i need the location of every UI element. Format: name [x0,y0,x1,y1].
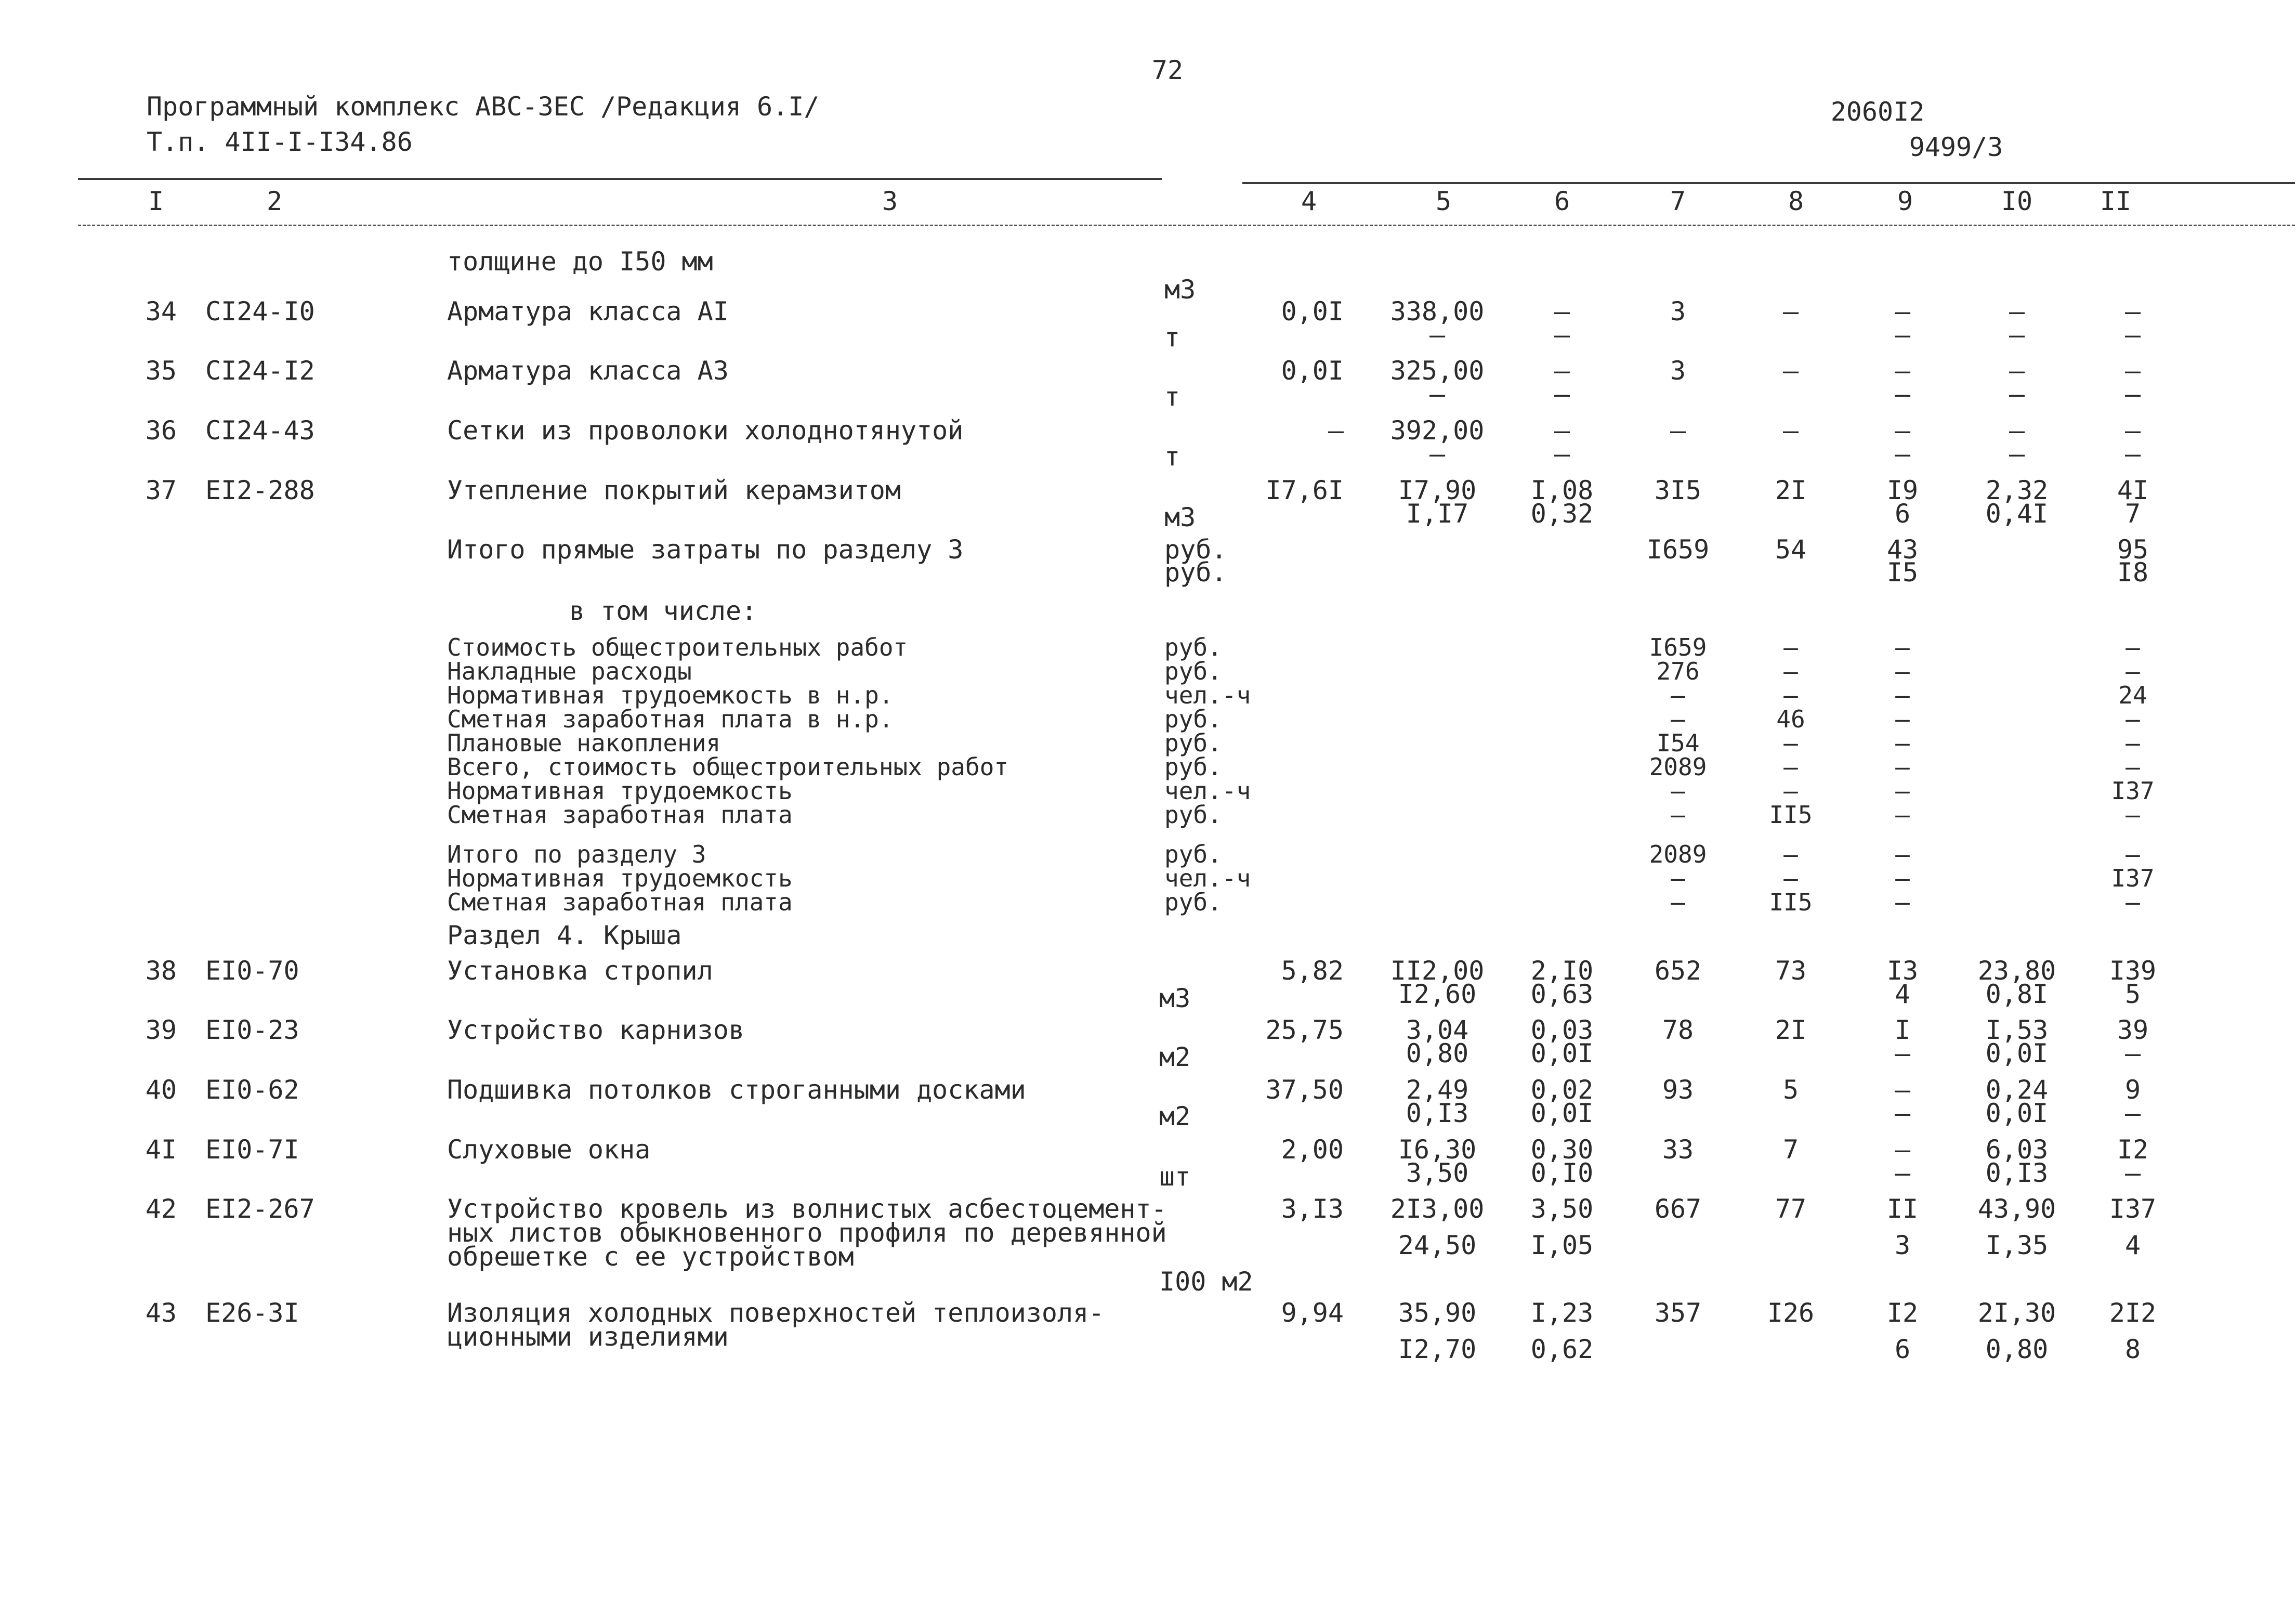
cell-c11: I37 [2111,777,2155,805]
row-description: Изоляция холодных поверхностей теплоизоля- [447,1298,1105,1328]
row-number: 4I [145,1135,177,1165]
row-description: Слуховые окна [447,1135,651,1165]
column-header-6: 6 [1554,186,1570,216]
cell-c8: – [1783,777,1798,805]
row-description: толщине до I50 мм [447,246,713,277]
cell-c11-lower: – [2124,379,2141,409]
cell-c6-lower: 0,62 [1530,1334,1594,1364]
row-unit: шт [1159,1162,1191,1192]
cell-c6-lower: – [1554,320,1570,350]
cell-c10-upper: 2I,30 [1977,1298,2056,1328]
cell-c9: – [1895,888,1910,916]
summary-label: Сметная заработная плата [447,888,793,916]
cell-c5-upper: 2I3,00 [1390,1194,1485,1224]
cell-c11-lower: 4 [2124,1230,2141,1260]
column-header-2: 2 [266,186,283,216]
row-description: Утепление покрытий керамзитом [447,475,901,505]
column-header-3: 3 [882,186,898,216]
row-number: 34 [145,296,177,327]
cell-c5-lower: 0,I3 [1406,1098,1469,1128]
cell-c8: – [1782,415,1799,446]
sheet-code: 9499/3 [1909,132,2003,162]
cell-c7: 2089 [1649,840,1707,868]
cell-c5-upper: 35,90 [1398,1298,1477,1328]
summary-unit: руб. [1164,729,1222,757]
summary-unit: руб. [1164,657,1222,685]
cell-c10-lower: – [2009,320,2025,350]
cell-c11-upper: I37 [2109,1194,2157,1224]
cell-c7: – [1671,801,1685,829]
cell-c10-upper: 0,24 [1985,1075,2049,1105]
cell-c11-lower: – [2124,1038,2141,1068]
cell-c9-upper: II [1886,1194,1919,1224]
cell-c7: 78 [1662,1015,1694,1045]
cell-c11-lower: – [2124,1158,2141,1188]
row-unit: м2 [1159,1101,1191,1131]
page-number: 72 [1151,55,1184,85]
cell-c5-lower: – [1429,320,1446,350]
cell-c9-upper: – [1894,296,1911,327]
cell-c6-upper: 0,30 [1530,1135,1594,1165]
cell-c9: – [1895,657,1910,685]
cell-c8: II5 [1769,888,1813,916]
summary-label: Нормативная трудоемкость в н.р. [447,681,894,709]
cell-c9-upper: – [1894,415,1911,446]
cell-c5-upper: I7,90 [1398,475,1477,505]
cell-c7: 357 [1654,1298,1702,1328]
cell-col4: 37,50 [1265,1075,1344,1105]
cell-c9: – [1895,753,1910,781]
cell-c8: – [1782,296,1799,327]
cell-c8: – [1783,840,1798,868]
cell-c8: 46 [1776,705,1805,733]
including-label: в том числе: [569,596,757,626]
cell-c6-upper: – [1554,296,1570,327]
cell-c5-upper: 392,00 [1390,415,1485,446]
cell-c7: 276 [1656,657,1700,685]
row-description: Сетки из проволоки холоднотянутой [447,415,964,446]
summary-unit: чел.-ч [1164,681,1251,709]
row-description: Устройство карнизов [447,1015,744,1045]
column-header-9: 9 [1897,186,1913,216]
cell-col4: 2,00 [1281,1135,1344,1165]
cell-c8: 2I [1775,475,1807,505]
cell-c8: 7 [1782,1135,1799,1165]
row-code: ЕI0-70 [205,956,299,986]
cell-c11-lower: – [2124,439,2141,469]
summary-label: Стоимость общестроительных работ [447,633,908,661]
cell-c5-lower: 0,80 [1406,1038,1469,1068]
program-line: Программный комплекс АВС-ЗЕС /Редакция 6.I/ [147,92,820,122]
row-code: СI24-I0 [205,296,315,327]
row-description: ционными изделиями [447,1322,729,1352]
cell-c11-lower: 7 [2124,499,2141,529]
cell-c9: – [1895,777,1910,805]
row-code: ЕI2-267 [205,1194,315,1224]
row-description: ных листов обыкновенного профиля по деревянной [447,1218,1167,1248]
cell-c10-lower: – [2009,379,2025,409]
cell-c11-upper: 95 [2117,535,2149,565]
summary-unit: руб. [1164,633,1222,661]
cell-c10-upper: I,53 [1985,1015,2049,1045]
row-code: СI24-43 [205,415,315,446]
cell-c8: II5 [1769,801,1813,829]
row-description: Подшивка потолков строганными досками [447,1075,1026,1105]
cell-c10-lower: – [2009,439,2025,469]
row-description: Арматура класса А3 [447,356,729,386]
summary-label: Всего, стоимость общестроительных работ [447,753,1009,781]
cell-c9: – [1895,801,1910,829]
cell-col4: 0,0I [1281,296,1344,327]
cell-c5-lower: – [1429,439,1446,469]
header-rule-top-right [1242,182,2295,184]
cell-c8: – [1783,681,1798,709]
cell-c6-lower: 0,63 [1530,979,1594,1009]
cell-col4: 3,I3 [1281,1194,1344,1224]
header-rule-bottom [78,225,2295,226]
cell-c11: – [2126,801,2140,829]
cell-c7: – [1670,415,1686,446]
row-unit: т [1164,322,1180,353]
cell-col4: 5,82 [1281,956,1344,986]
cell-c10-lower: 0,8I [1985,979,2049,1009]
cell-c11: – [2126,840,2140,868]
cell-c6-upper: 2,I0 [1530,956,1594,986]
cell-c7: 3I5 [1654,475,1702,505]
row-number: 42 [145,1194,177,1224]
cell-c6-upper: 3,50 [1530,1194,1594,1224]
row-code: ЕI0-23 [205,1015,299,1045]
cell-c5-upper: I6,30 [1398,1135,1477,1165]
cell-c5-lower: 3,50 [1406,1158,1469,1188]
cell-c7: I659 [1646,535,1710,565]
column-header-10: I0 [2001,186,2033,216]
cell-c9-lower: – [1894,1038,1911,1068]
cell-c9: – [1895,840,1910,868]
summary-unit: руб. [1164,801,1222,829]
cell-c9-lower: – [1894,1158,1911,1188]
cell-c9-upper: – [1894,1075,1911,1105]
cell-c5-lower: I2,60 [1398,979,1477,1009]
cell-c6-lower: 0,32 [1530,499,1594,529]
cell-c8: I26 [1767,1298,1815,1328]
summary-label: Сметная заработная плата [447,801,793,829]
cell-c8: 73 [1775,956,1807,986]
cell-c10-upper: – [2009,296,2025,327]
row-number: 43 [145,1298,177,1328]
column-header-4: 4 [1301,186,1317,216]
row-description: Арматура класса АI [447,296,729,327]
cell-col4: 25,75 [1265,1015,1344,1045]
cell-c11-upper: – [2124,415,2141,446]
row-code: ЕI0-7I [205,1135,299,1165]
cell-c10-lower: I,35 [1985,1230,2049,1260]
row-code: ЕI0-62 [205,1075,299,1105]
cell-c6-lower: – [1554,439,1570,469]
cell-c10-lower: 0,4I [1985,499,2049,529]
row-description: обрешетке с ее устройством [447,1242,854,1272]
cell-c11: I37 [2111,864,2155,892]
column-header-5: 5 [1435,186,1452,216]
cell-c8: – [1783,633,1798,661]
cell-c9-lower: 6 [1894,1334,1911,1364]
cell-c8: – [1783,657,1798,685]
cell-c9: – [1895,633,1910,661]
cell-c9-upper: – [1894,1135,1911,1165]
cell-c5-lower: – [1429,379,1446,409]
row-unit: I00 м2 [1159,1267,1253,1297]
cell-c9: – [1895,864,1910,892]
row-code: ЕI2-288 [205,475,315,505]
project-line: Т.п. 4II-I-I34.86 [147,127,413,157]
cell-c11-upper: I2 [2117,1135,2149,1165]
cell-c11: – [2126,633,2140,661]
cell-c7: I54 [1656,729,1700,757]
cell-c9-lower: – [1894,439,1911,469]
section-title: Раздел 4. Крыша [447,920,682,950]
cell-c11: – [2126,729,2140,757]
header-rule-top-left [78,178,1162,180]
cell-c11-lower: – [2124,1098,2141,1128]
cell-c10-upper: 23,80 [1977,956,2056,986]
cell-c11-upper: 4I [2117,475,2149,505]
cell-col4: 9,94 [1281,1298,1344,1328]
column-header-8: 8 [1788,186,1804,216]
summary-label: Нормативная трудоемкость [447,777,793,805]
cell-c10-upper: 6,03 [1985,1135,2049,1165]
cell-c5-upper: 3,04 [1406,1015,1469,1045]
summary-unit: руб. [1164,840,1222,868]
row-code: Е26-3I [205,1298,299,1328]
cell-c9-upper: I3 [1886,956,1919,986]
cell-c8: – [1783,753,1798,781]
cell-c7: I659 [1649,633,1707,661]
cell-c7: 93 [1662,1075,1694,1105]
summary-label: Итого по разделу 3 [447,840,706,868]
cell-c11-lower: – [2124,320,2141,350]
cell-c6-lower: – [1554,379,1570,409]
cell-c11: – [2126,888,2140,916]
cell-c11: – [2126,753,2140,781]
row-unit: руб. [1164,535,1227,565]
cell-c11-upper: I39 [2109,956,2157,986]
cell-c11: 24 [2118,681,2147,709]
summary-unit: чел.-ч [1164,777,1251,805]
cell-c8: – [1782,356,1799,386]
summary-label: Плановые накопления [447,729,721,757]
cell-c6-lower: 0,0I [1530,1098,1594,1128]
cell-c7: 667 [1654,1194,1702,1224]
row-unit: м2 [1159,1042,1191,1072]
cell-col4: 0,0I [1281,356,1344,386]
cell-c7: 2089 [1649,753,1707,781]
cell-c11: – [2126,657,2140,685]
cell-c8: 77 [1775,1194,1807,1224]
cell-c7: 3 [1670,356,1686,386]
cell-col4: – [1328,415,1344,446]
cell-c5-upper: II2,00 [1390,956,1485,986]
summary-unit: чел.-ч [1164,864,1251,892]
cell-c9-upper: 43 [1886,535,1919,565]
row-number: 40 [145,1075,177,1105]
cell-c9-upper: I9 [1886,475,1919,505]
row-description: Устройство кровель из волнистых асбестоцемент- [447,1194,1167,1224]
summary-unit: руб. [1164,705,1222,733]
cell-c11-upper: 2I2 [2109,1298,2157,1328]
cell-c10-upper: 43,90 [1977,1194,2056,1224]
row-code: СI24-I2 [205,356,315,386]
cell-c9-lower: 3 [1894,1230,1911,1260]
cell-c6-lower: 0,0I [1530,1038,1594,1068]
cell-c6-upper: 0,03 [1530,1015,1594,1045]
cell-c8: 5 [1782,1075,1799,1105]
cell-c5-lower: I,I7 [1406,499,1469,529]
cell-c9: – [1895,729,1910,757]
cell-c10-upper: – [2009,415,2025,446]
cell-c5-lower: 24,50 [1398,1230,1477,1260]
cell-c9-lower: – [1894,1098,1911,1128]
row-unit: м3 [1164,502,1196,532]
cell-c7: 3 [1670,296,1686,327]
cell-c11-upper: 39 [2117,1015,2149,1045]
cell-c9-lower: – [1894,379,1911,409]
summary-label: Нормативная трудоемкость [447,864,793,892]
cell-c10-upper: 2,32 [1985,475,2049,505]
cell-c7: – [1671,705,1685,733]
cell-c6-lower: I,05 [1530,1230,1594,1260]
cell-c9: – [1895,705,1910,733]
cell-c7: – [1671,864,1685,892]
cell-c6-upper: – [1554,356,1570,386]
cell-c5-upper: 338,00 [1390,296,1485,327]
cell-c8: 54 [1775,535,1807,565]
cell-c9-upper: I [1894,1015,1911,1045]
cell-c11-upper: – [2124,356,2141,386]
column-header-11: II [2100,186,2132,216]
cell-c6-upper: I,23 [1530,1298,1594,1328]
row-description: Установка стропил [447,956,713,986]
cell-c11-lower: I8 [2117,557,2149,588]
cell-c8: – [1783,864,1798,892]
cell-c6-upper: – [1554,415,1570,446]
cell-col4: I7,6I [1265,475,1344,505]
cell-c7: 33 [1662,1135,1694,1165]
cell-c9-upper: – [1894,356,1911,386]
cell-c7: – [1671,681,1685,709]
cell-c10-lower: 0,I3 [1985,1158,2049,1188]
row-number: 35 [145,356,177,386]
cell-c6-upper: 0,02 [1530,1075,1594,1105]
row-unit: руб. [1164,557,1227,588]
cell-c11-lower: 8 [2124,1334,2141,1364]
row-unit: м3 [1164,275,1196,305]
cell-c10-upper: – [2009,356,2025,386]
cell-c9-lower: – [1894,320,1911,350]
cell-c11-upper: 9 [2124,1075,2141,1105]
cell-c5-lower: I2,70 [1398,1334,1477,1364]
cell-c5-upper: 325,00 [1390,356,1485,386]
cell-c9-lower: 6 [1894,499,1911,529]
cell-c5-upper: 2,49 [1406,1075,1469,1105]
cell-c11: – [2126,705,2140,733]
row-unit: т [1164,441,1180,472]
summary-unit: руб. [1164,753,1222,781]
section-total-label: Итого прямые затраты по разделу 3 [447,535,964,565]
cell-c10-lower: 0,0I [1985,1038,2049,1068]
cell-c7: – [1671,777,1685,805]
row-number: 38 [145,956,177,986]
document-code: 2060I2 [1830,97,1925,127]
cell-c9-lower: I5 [1886,557,1919,588]
cell-c9-upper: I2 [1886,1298,1919,1328]
cell-c11-upper: – [2124,296,2141,327]
row-unit: т [1164,382,1180,412]
column-header-7: 7 [1670,186,1686,216]
summary-unit: руб. [1164,888,1222,916]
cell-c10-lower: 0,0I [1985,1098,2049,1128]
cell-c9-lower: 4 [1894,979,1911,1009]
cell-c8: – [1783,729,1798,757]
cell-c6-lower: 0,I0 [1530,1158,1594,1188]
cell-c10-lower: 0,80 [1985,1334,2049,1364]
cell-c6-upper: I,08 [1530,475,1594,505]
row-number: 39 [145,1015,177,1045]
cell-c7: – [1671,888,1685,916]
row-number: 37 [145,475,177,505]
row-number: 36 [145,415,177,446]
cell-c8: 2I [1775,1015,1807,1045]
column-header-1: I [148,186,164,216]
cell-c7: 652 [1654,956,1702,986]
summary-label: Накладные расходы [447,657,692,685]
row-unit: м3 [1159,983,1191,1013]
summary-label: Сметная заработная плата в н.р. [447,705,894,733]
cell-c9: – [1895,681,1910,709]
cell-c11-lower: 5 [2124,979,2141,1009]
